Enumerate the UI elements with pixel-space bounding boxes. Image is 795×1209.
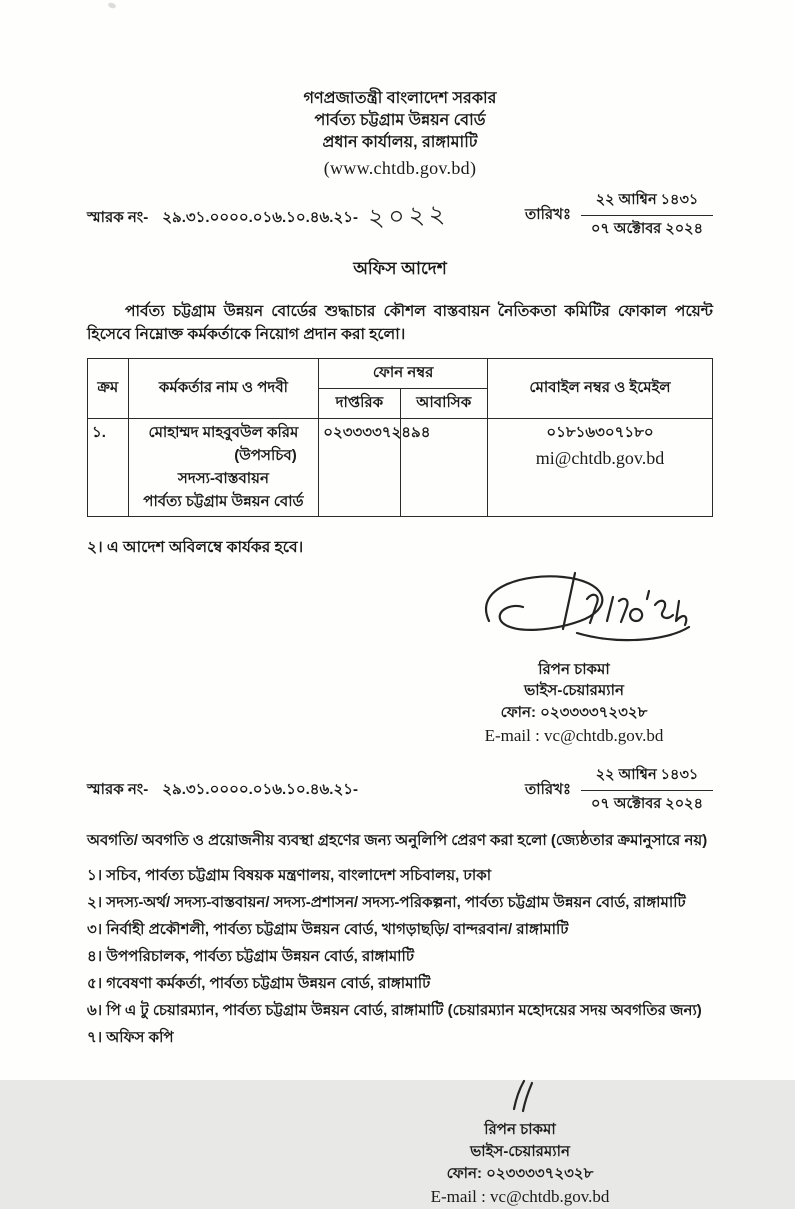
date-label: তারিখঃ bbox=[525, 206, 571, 223]
officer-post: সদস্য-বাস্তবায়ন bbox=[177, 470, 269, 487]
memo-number-row-2 bbox=[87, 764, 713, 817]
date-label-2: তারিখঃ bbox=[525, 781, 571, 799]
signatory-name: রিপন চাকমা bbox=[538, 660, 610, 678]
signatory-email: E-mail : vc@chtdb.gov.bd bbox=[484, 725, 664, 745]
signatory-designation-bottom: ভাইস-চেয়ারম্যান bbox=[470, 1143, 570, 1161]
signatory-phone: ফোন: ০২৩৩৩৩৭২৩২৮ bbox=[500, 704, 648, 721]
memo-number-1 bbox=[87, 194, 449, 237]
header-name-designation: কর্মকর্তার নাম ও পদবী bbox=[128, 358, 319, 418]
distribution-item-7: ৭। অফিস কপি bbox=[87, 1029, 174, 1047]
distribution-item-5: ৫। গবেষণা কর্মকর্তা, পার্বত্য চট্টগ্রাম উন্নয়ন বোর্ড, রাঙ্গামাটি bbox=[87, 975, 431, 993]
distribution-list bbox=[87, 862, 713, 1051]
mobile-number: ০১৮১৬৩০৭১৮০ bbox=[546, 423, 654, 441]
signatory-email-bottom: E-mail : vc@chtdb.gov.bd bbox=[430, 1186, 610, 1206]
memo-number-2 bbox=[87, 778, 358, 803]
government-line: গণপ্রজাতন্ত্রী বাংলাদেশ সরকার bbox=[303, 90, 497, 107]
distribution-item-3: ৩। নির্বাহী প্রকৌশলী, পার্বত্য চট্টগ্রাম উন্নয়ন বোর্ড, খাগড়াছড়ি/ বান্দরবান/ রাঙ্গামাটি bbox=[87, 921, 569, 939]
handwritten-initials bbox=[505, 1077, 535, 1115]
distribution-item-4: ৪। উপপরিচালক, পার্বত্য চট্টগ্রাম উন্নয়ন বোর্ড, রাঙ্গামাটি bbox=[87, 948, 414, 966]
date-bangla: ২২ আশ্বিন ১৪৩১ bbox=[581, 189, 713, 216]
officer-rank: (উপসচিব) bbox=[234, 446, 297, 464]
date-gregorian-2: ০৭ অক্টোবর ২০২৪ bbox=[591, 796, 703, 813]
date-block-1 bbox=[525, 189, 713, 242]
cell-phone-official: ০২৩৩৩৩৭২৪৯৪ bbox=[319, 418, 400, 516]
memo-label: স্মারক নং- bbox=[87, 209, 149, 226]
document-title: অফিস আদেশ bbox=[353, 259, 447, 278]
memo-number-row-1 bbox=[87, 189, 713, 242]
signature-block-top bbox=[459, 565, 689, 749]
table-row bbox=[88, 418, 713, 516]
date-gregorian: ০৭ অক্টোবর ২০২৪ bbox=[591, 221, 703, 237]
date-block-2 bbox=[525, 764, 713, 817]
handwritten-serial-number: ২০২২ bbox=[367, 198, 450, 233]
distribution-item-2: ২। সদস্য-অর্থ/ সদস্য-বাস্তবায়ন/ সদস্য-প্রশাসন/ সদস্য-পরিকল্পনা, পার্বত্য চট্টগ্রাম উন্নয়ন বোর্ড, রাঙ্গামাটি bbox=[87, 894, 686, 912]
cell-name-designation bbox=[128, 418, 319, 516]
office-location-line: প্রধান কার্যালয়, রাঙ্গামাটি bbox=[322, 134, 478, 151]
signatory-name-bottom: রিপন চাকমা bbox=[484, 1121, 556, 1139]
signatory-designation: ভাইস-চেয়ারম্যান bbox=[524, 682, 624, 700]
cell-mobile-email bbox=[488, 418, 713, 516]
header-phone-official: দাপ্তরিক bbox=[319, 388, 400, 418]
table-header-row-1 bbox=[88, 358, 713, 388]
header-phone: ফোন নম্বর bbox=[319, 358, 488, 388]
memo-number-value: ২৯.৩১.০০০০.০১৬.১০.৪৬.২১- bbox=[162, 209, 358, 226]
date-stack bbox=[581, 189, 713, 242]
order-clause-2: ২। এ আদেশ অবিলম্বে কার্যকর হবে। bbox=[87, 538, 304, 556]
signatory-phone-bottom: ফোন: ০২৩৩৩৩৭২৩২৮ bbox=[446, 1164, 594, 1182]
officer-name: মোহাম্মদ মাহবুবউল করিম bbox=[148, 423, 299, 441]
memo-number-value-2: ২৯.৩১.০০০০.০১৬.১০.৪৬.২১- bbox=[162, 781, 358, 799]
header-serial: ক্রম bbox=[88, 358, 129, 418]
website-line: (www.chtdb.gov.bd) bbox=[323, 158, 477, 178]
officer-table bbox=[87, 358, 713, 517]
date-stack-2 bbox=[581, 764, 713, 817]
distribution-item-1: ১। সচিব, পার্বত্য চট্টগ্রাম বিষয়ক মন্ত্রণালয়, বাংলাদেশ সচিবালয়, ঢাকা bbox=[87, 867, 492, 885]
header-mobile-email: মোবাইল নম্বর ও ইমেইল bbox=[488, 358, 713, 418]
memo-label-2: স্মারক নং- bbox=[87, 781, 149, 799]
officer-org: পার্বত্য চট্টগ্রাম উন্নয়ন বোর্ড bbox=[143, 493, 304, 511]
cell-serial: ১. bbox=[88, 418, 129, 516]
date-bangla-2: ২২ আশ্বিন ১৪৩১ bbox=[581, 764, 713, 791]
signature-block-bottom bbox=[405, 1077, 635, 1209]
organization-line: পার্বত্য চট্টগ্রাম উন্নয়ন বোর্ড bbox=[314, 112, 486, 129]
order-body-paragraph: পার্বত্য চট্টগ্রাম উন্নয়ন বোর্ডের শুদ্ধাচার কৌশল বাস্তবায়ন নৈতিকতা কমিটির ফোকাল পয়েন্ট হিসেবে নিম্নোক্ত কর্মকর্তাকে নিয়োগ প্রদান করা হলো। bbox=[87, 303, 713, 344]
distribution-item-6: ৬। পি এ টু চেয়ারম্যান, পার্বত্য চট্টগ্রাম উন্নয়ন বোর্ড, রাঙ্গামাটি (চেয়ারম্যান মহোদয়ের সদয় অবগতির জন্য) bbox=[87, 1002, 702, 1020]
officer-email: mi@chtdb.gov.bd bbox=[535, 447, 665, 468]
header-phone-residential: আবাসিক bbox=[400, 388, 488, 418]
distribution-intro: অবগতি/ অবগতি ও প্রয়োজনীয় ব্যবস্থা গ্রহণের জন্য অনুলিপি প্রেরণ করা হলো (জ্যেষ্ঠতার ক্রমানুসারে নয়) bbox=[87, 832, 708, 850]
letterhead bbox=[87, 0, 713, 179]
